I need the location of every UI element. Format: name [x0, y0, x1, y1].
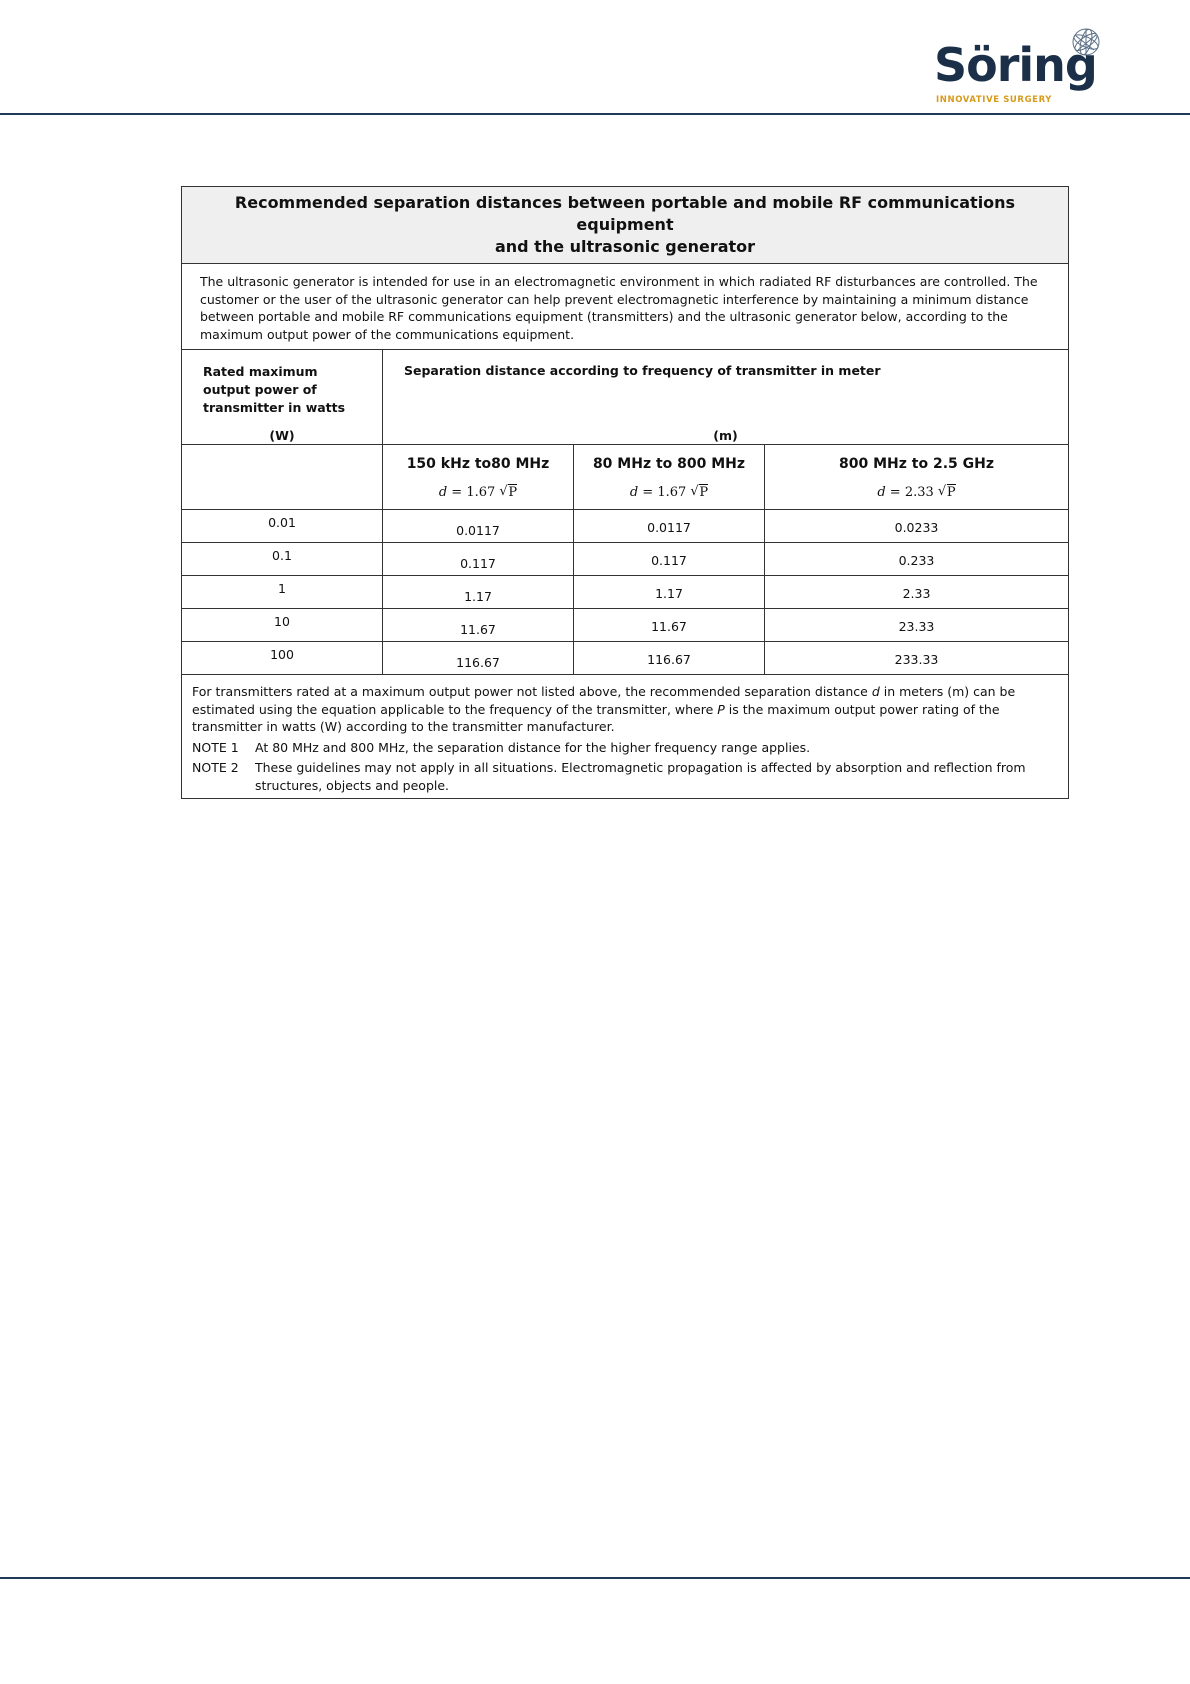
power-value: 100: [270, 647, 294, 662]
blank-header-cell: [182, 445, 383, 510]
distance-value: 11.67: [460, 622, 496, 637]
note-label: NOTE 1: [192, 739, 239, 755]
distance-value: 0.117: [460, 556, 496, 571]
logo-tagline: INNOVATIVE SURGERY: [936, 95, 1052, 105]
logo-wordmark: Söring: [934, 38, 1097, 92]
intro-paragraph: The ultrasonic generator is intended for use in an electromagnetic environment in which radiated RF disturbances are controlled. The customer or the user of the ultrasonic generator can help prevent electromagnetic interference by maintaining a minimum distance between portable and mobile RF communications equipment (transmitters) and the ultrasonic generator below, according to the maximum output power of the communications equipment.: [182, 264, 1069, 350]
table-title-line1: Recommended separation distances between portable and mobile RF communications equipment: [234, 193, 1016, 234]
band-label: 800 MHz to 2.5 GHz: [839, 456, 994, 472]
note-text: These guidelines may not apply in all situations. Electromagnetic propagation is affected by absorption and reflection from structures, objects and people.: [255, 760, 1026, 793]
distance-value: 2.33: [902, 586, 931, 601]
distance-value: 11.67: [651, 619, 687, 634]
table-row: [182, 543, 1069, 576]
distance-value: 0.117: [651, 553, 687, 568]
power-header-line1: Rated maximum: [203, 364, 318, 379]
distance-unit: (m): [713, 428, 738, 443]
band-header: [383, 445, 574, 510]
table-row: [182, 609, 1069, 642]
note-1: [192, 739, 1054, 757]
table-title: [182, 187, 1069, 264]
band-equation: d = 2.33 √ P: [765, 485, 1068, 500]
table-row: [182, 576, 1069, 609]
footer-rule: [0, 1577, 1190, 1579]
power-header-line2: output power of: [203, 382, 317, 397]
table-title-line2: and the ultrasonic generator: [494, 237, 756, 256]
distance-value: 23.33: [898, 619, 935, 634]
separation-distance-table: [181, 186, 1069, 799]
distance-value: 116.67: [456, 655, 500, 670]
note-label: NOTE 2: [192, 760, 239, 775]
distance-value: 0.0117: [647, 520, 691, 535]
distance-value: 1.17: [655, 586, 683, 601]
band-header: [765, 445, 1069, 510]
power-column-header: [182, 350, 383, 445]
distance-header-label: Separation distance according to frequency of transmitter in meter: [404, 363, 881, 378]
distance-value: 116.67: [647, 652, 691, 667]
footnote-paragraph: For transmitters rated at a maximum output power not listed above, the recommended separation distance d in meters (m) can be estimated using the equation applicable to the frequency of the transmitter, where P is the maximum output power rating of the transmitter in watts (W) according to the transmitter manufacturer.: [192, 684, 1016, 734]
power-value: 10: [274, 614, 290, 629]
distance-value: 233.33: [894, 652, 939, 667]
band-label: 80 MHz to 800 MHz: [592, 456, 746, 472]
band-header: [574, 445, 765, 510]
power-unit: (W): [269, 428, 295, 443]
distance-value: 0.233: [898, 553, 935, 568]
table-row: [182, 642, 1069, 675]
distance-column-header: [383, 350, 1069, 445]
distance-value: 1.17: [464, 589, 492, 604]
power-value: 1: [278, 581, 286, 596]
table-row: [182, 510, 1069, 543]
power-value: 0.1: [272, 548, 292, 563]
distance-value: 0.0117: [456, 523, 500, 538]
note-text: At 80 MHz and 800 MHz, the separation distance for the higher frequency range applies.: [255, 739, 811, 755]
band-equation: d = 1.67 √ P: [574, 485, 764, 500]
band-equation: d = 1.67 √ P: [383, 485, 573, 500]
note-2: [192, 759, 1054, 794]
distance-value: 0.0233: [894, 520, 939, 535]
header-rule: [0, 113, 1190, 115]
table-footnote: [182, 675, 1069, 799]
power-value: 0.01: [268, 515, 296, 530]
band-label: 150 kHz to80 MHz: [406, 456, 550, 472]
brand-logo: [934, 24, 1104, 106]
power-header-line3: transmitter in watts: [203, 400, 346, 415]
